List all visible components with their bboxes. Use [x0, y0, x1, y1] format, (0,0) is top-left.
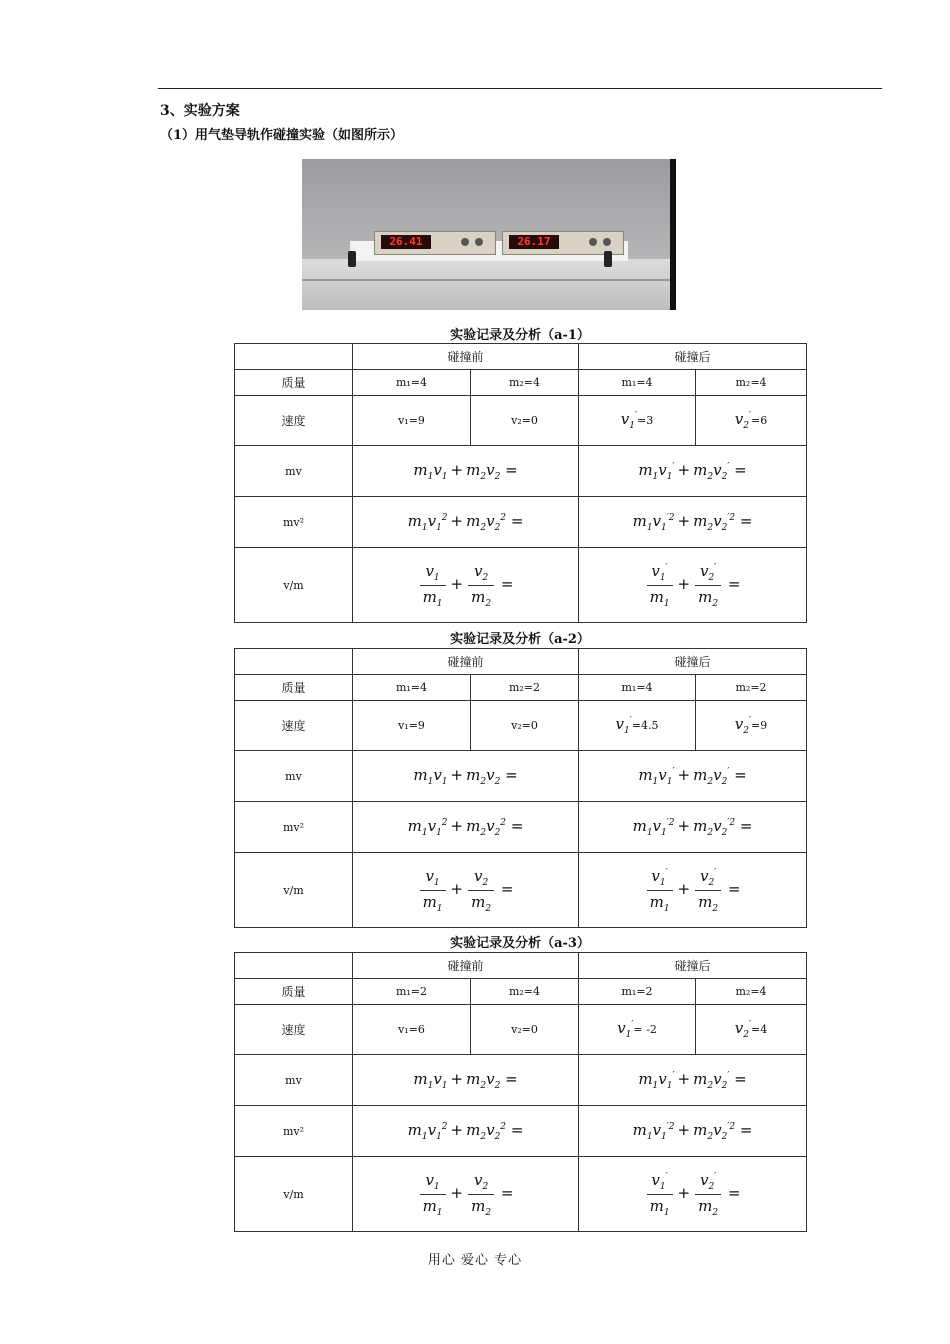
record-table [234, 952, 807, 1232]
page-footer: 用心 爱心 专心 [427, 1253, 523, 1268]
mv2-formula-after: $m_1v_1^{'2} + m_2v_2^{'2}$ = [579, 497, 807, 548]
speed-v1-before: v₁=9 [353, 701, 471, 751]
header-after: 碰撞后 [579, 649, 807, 675]
vm-formula-after: $\frac{v_1'}{m_1}$ + $\frac{v_2'}{m_2}$ = [579, 1157, 807, 1232]
header-after: 碰撞后 [579, 953, 807, 979]
speed-v2-after: =9 [751, 719, 768, 732]
mv2-formula-before: $m_1v_1^2 + m_2v_2^2$ = [353, 497, 579, 548]
mass-m2-after: m₂=4 [696, 979, 807, 1005]
mass-m1-before: m₁=4 [353, 370, 471, 396]
mass-m1-after: m₁=2 [579, 979, 696, 1005]
row-label-vm: v/m [235, 1157, 353, 1232]
speed-v1-after-cell: $v_1'= -2$ [579, 1005, 696, 1055]
row-label-mv: mv [235, 751, 353, 802]
speed-v1-before: v₁=6 [353, 1005, 471, 1055]
corner-cell [235, 953, 353, 979]
mv-formula-after: $m_1v_1' + m_2v_2'$ = [579, 1055, 807, 1106]
mv-formula-after: $m_1v_1' + m_2v_2'$ = [579, 446, 807, 497]
speed-v2-after-cell: $v_2'=4$ [696, 1005, 807, 1055]
timer-right-display: 26.17 [509, 235, 559, 249]
row-label-speed: 速度 [235, 1005, 353, 1055]
mass-m1-after: m₁=4 [579, 675, 696, 701]
row-label-mv: mv [235, 1055, 353, 1106]
speed-v1-after: =3 [637, 414, 654, 427]
row-label-mass: 质量 [235, 979, 353, 1005]
row-label-mass: 质量 [235, 675, 353, 701]
corner-cell [235, 649, 353, 675]
speed-v2-before: v₂=0 [471, 1005, 579, 1055]
mv2-formula-before: $m_1v_1^2 + m_2v_2^2$ = [353, 1106, 579, 1157]
air-track-photo [302, 159, 676, 310]
speed-v1-after: = -2 [633, 1023, 657, 1036]
table-caption: 实验记录及分析（a-3） [450, 936, 590, 951]
vm-formula-before: $\frac{v_1}{m_1}$ + $\frac{v_2}{m_2}$ = [353, 548, 579, 623]
row-label-vm: v/m [235, 853, 353, 928]
row-label-speed: 速度 [235, 701, 353, 751]
mass-m1-after: m₁=4 [579, 370, 696, 396]
speed-v2-after-cell: $v_2'=6$ [696, 396, 807, 446]
timer-left-display: 26.41 [381, 235, 431, 249]
mv-formula-after: $m_1v_1' + m_2v_2'$ = [579, 751, 807, 802]
corner-cell [235, 344, 353, 370]
mass-m2-after: m₂=2 [696, 675, 807, 701]
mv-formula-before: $m_1v_1 + m_2v_2$ = [353, 751, 579, 802]
vm-formula-before: $\frac{v_1}{m_1}$ + $\frac{v_2}{m_2}$ = [353, 1157, 579, 1232]
photo-gate-left [348, 251, 356, 267]
mass-m2-before: m₂=4 [471, 979, 579, 1005]
mv-formula-before: $m_1v_1 + m_2v_2$ = [353, 446, 579, 497]
record-table [234, 648, 807, 928]
vm-formula-after: $\frac{v_1'}{m_1}$ + $\frac{v_2'}{m_2}$ = [579, 548, 807, 623]
photo-bench [302, 259, 670, 310]
header-before: 碰撞前 [353, 344, 579, 370]
row-label-mv2: mv² [235, 1106, 353, 1157]
mass-m2-before: m₂=4 [471, 370, 579, 396]
row-label-mv: mv [235, 446, 353, 497]
row-label-vm: v/m [235, 548, 353, 623]
mass-m2-after: m₂=4 [696, 370, 807, 396]
mv2-formula-before: $m_1v_1^2 + m_2v_2^2$ = [353, 802, 579, 853]
mv2-formula-after: $m_1v_1^{'2} + m_2v_2^{'2}$ = [579, 1106, 807, 1157]
row-label-mv2: mv² [235, 497, 353, 548]
table-caption: 实验记录及分析（a-2） [450, 632, 590, 647]
header-before: 碰撞前 [353, 649, 579, 675]
speed-v1-after-cell: $v_1'=3$ [579, 396, 696, 446]
header-after: 碰撞后 [579, 344, 807, 370]
mv-formula-before: $m_1v_1 + m_2v_2$ = [353, 1055, 579, 1106]
speed-v1-after-cell: $v_1'=4.5$ [579, 701, 696, 751]
speed-v2-after: =4 [751, 1023, 768, 1036]
mass-m2-before: m₂=2 [471, 675, 579, 701]
speed-v2-after-cell: $v_2'=9$ [696, 701, 807, 751]
photo-timer-left [374, 231, 496, 255]
subsection-heading: （1）用气垫导轨作碰撞实验（如图所示） [160, 128, 404, 143]
record-table [234, 343, 807, 623]
speed-v1-before: v₁=9 [353, 396, 471, 446]
row-label-mass: 质量 [235, 370, 353, 396]
row-label-mv2: mv² [235, 802, 353, 853]
speed-v2-before: v₂=0 [471, 396, 579, 446]
speed-v2-before: v₂=0 [471, 701, 579, 751]
vm-formula-before: $\frac{v_1}{m_1}$ + $\frac{v_2}{m_2}$ = [353, 853, 579, 928]
table-caption: 实验记录及分析（a-1） [450, 328, 590, 343]
mass-m1-before: m₁=2 [353, 979, 471, 1005]
row-label-speed: 速度 [235, 396, 353, 446]
photo-gate-right [604, 251, 612, 267]
speed-v2-after: =6 [751, 414, 768, 427]
speed-v1-after: =4.5 [631, 719, 659, 732]
section-heading: 3、实验方案 [160, 103, 240, 119]
vm-formula-after: $\frac{v_1'}{m_1}$ + $\frac{v_2'}{m_2}$ = [579, 853, 807, 928]
header-before: 碰撞前 [353, 953, 579, 979]
mv2-formula-after: $m_1v_1^{'2} + m_2v_2^{'2}$ = [579, 802, 807, 853]
mass-m1-before: m₁=4 [353, 675, 471, 701]
header-rule [158, 88, 882, 89]
